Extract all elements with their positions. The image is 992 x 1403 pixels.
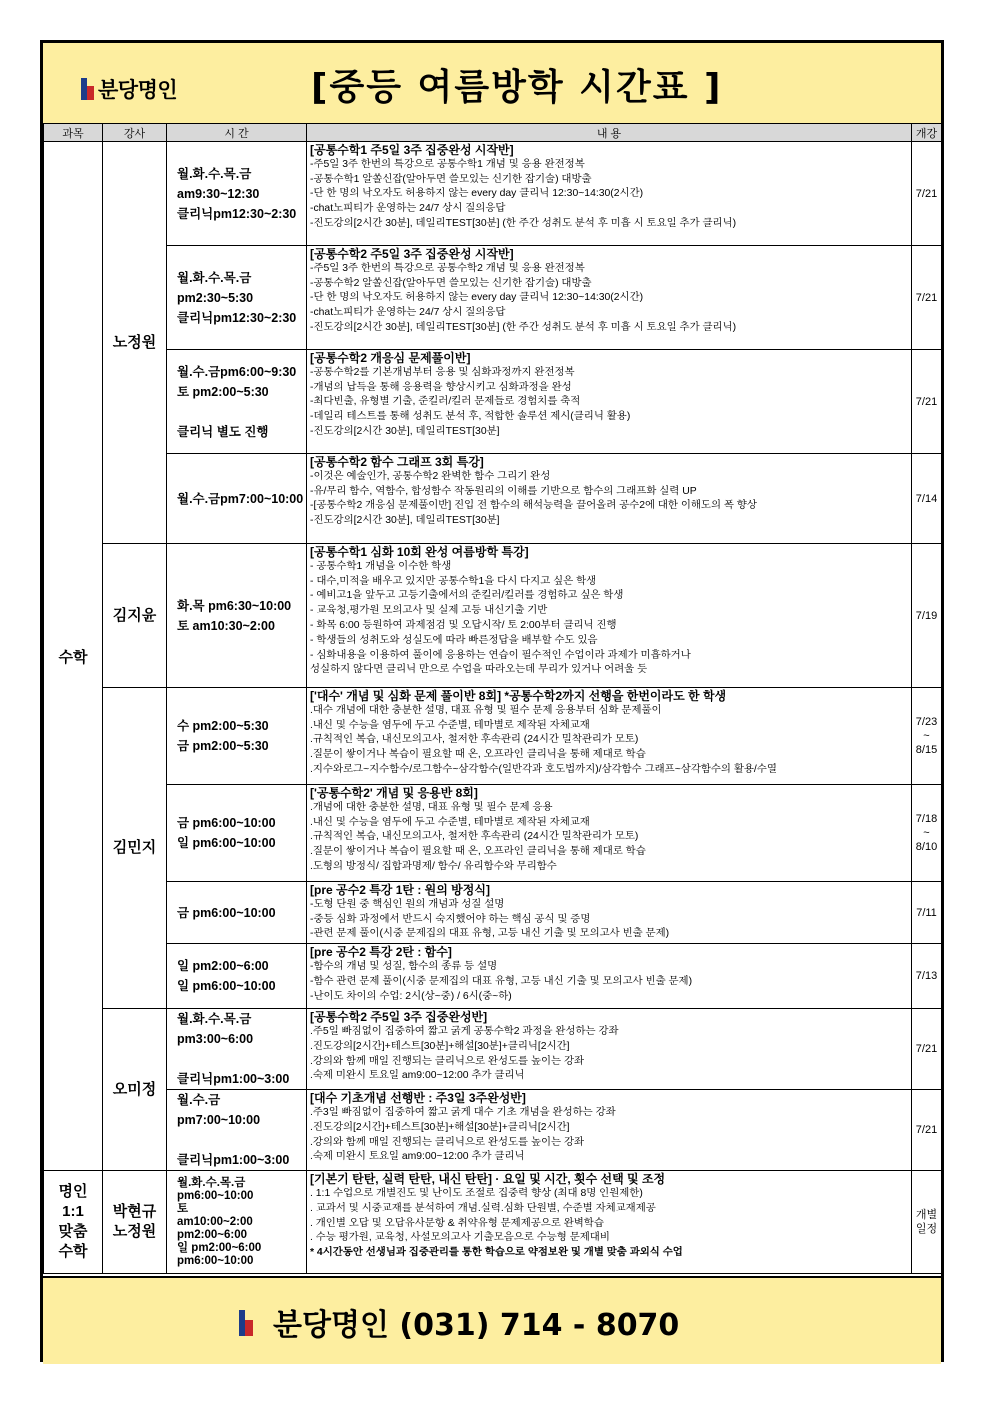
table-row — [44, 882, 942, 944]
footer-logo-icon — [239, 1310, 253, 1336]
subject-line: 1:1 — [62, 1203, 84, 1221]
course-detail-line: -공통수학2 알쏠신잡(알아두면 쓸모있는 신기한 잡기술) 대방출 — [310, 277, 592, 289]
content-cell — [307, 142, 912, 246]
time-line: 일 pm6:00~10:00 — [177, 979, 276, 994]
time-line — [177, 1049, 306, 1069]
time-cell — [167, 688, 307, 785]
course-detail-line: . 1:1 수업으로 개별진도 및 난이도 조절로 집중력 향상 (최대 8명 인원제한) — [310, 1187, 643, 1199]
course-title: [공통수학1 심화 10회 완성 여름방학 특강] — [310, 545, 529, 559]
course-detail-line: -이것은 예술인가, 공통수학2 완벽한 함수 그리기 완성 — [310, 470, 551, 482]
time-line: 월.화.수.목.금 — [177, 166, 252, 181]
course-detail-line: -단 한 명의 낙오자도 허용하지 않는 every day 클리닉 12:30~14:30(2시간) — [310, 292, 644, 304]
open-date: 개별 — [915, 1209, 938, 1222]
time-line: 화.목 pm6:30~10:00 — [177, 598, 292, 613]
course-detail-line: -유/무리 함수, 역함수, 합성함수 작동원리의 이해를 기반으로 함수의 그래프화 실력 UP — [310, 485, 697, 497]
course-detail-line: .규칙적인 복습, 내신모의고사, 철저한 후속관리 (24시간 밀착관리가 모토) — [310, 831, 639, 843]
course-detail-line: .강의와 함께 매일 진행되는 클리닉으로 완성도를 높이는 강좌 — [310, 1136, 585, 1148]
course-detail-line: -[공통수학2 개응심 문제풀이반] 진입 전 함수의 해석능력을 끌어올려 공수2에 대한 이해도의 폭 향상 — [310, 500, 757, 512]
course-detail-line: -진도강의[2시간 30분], 데일리TEST[30분] — [310, 515, 500, 527]
course-title: [공통수학2 개응심 문제풀이반] — [310, 351, 471, 365]
open-date: 7/21 — [915, 1124, 938, 1137]
open-date: 일정 — [915, 1223, 938, 1236]
time-line: 금 pm6:00~10:00 — [177, 816, 276, 830]
time-cell — [167, 1009, 307, 1090]
content-cell — [307, 246, 912, 350]
time-line: 클리닉pm12:30~2:30 — [177, 310, 297, 325]
time-line: am10:00~2:00 — [177, 1215, 253, 1228]
course-detail-line: .내신 및 수능을 염두에 두고 수준별, 테마별로 제작된 자체교재 — [310, 816, 590, 828]
teacher-cell: 오미정 — [103, 1009, 167, 1171]
logo-text: 분당명인 — [98, 78, 178, 102]
time-line: 클리닉pm1:00~3:00 — [177, 1072, 290, 1087]
time-line: 일 pm2:00~6:00 — [177, 1241, 262, 1254]
time-cell — [167, 785, 307, 882]
time-line: 월.수.금pm7:00~10:00 — [177, 491, 304, 506]
course-detail-line: .지수와로그~지수함수/로그함수~삼각함수(일반각과 호도법까지)/삼각함수 그래프~삼각함수의 활용/수열 — [310, 763, 777, 775]
course-detail-line: .도형의 방정식/ 집합과명제/ 함수/ 유리함수와 무리함수 — [310, 860, 557, 872]
timetable-frame — [40, 40, 944, 1362]
table-row — [44, 1009, 942, 1090]
teacher-cell: 김민지 — [103, 688, 167, 1009]
table-row — [44, 688, 942, 785]
course-detail-line: - 대수,미적을 배우고 있지만 공통수학1을 다시 다지고 싶은 학생 — [310, 575, 597, 587]
subject-cell-math: 수학 — [44, 142, 103, 1171]
course-detail-line: .진도강의[2시간]+테스트[30분]+해설[30분]+클리닉[2시간] — [310, 1040, 570, 1052]
time-line: 클리닉pm12:30~2:30 — [177, 206, 297, 221]
teacher-name: 노정원 — [112, 1223, 157, 1241]
open-date: 7/11 — [916, 906, 937, 919]
open-date-cell — [912, 944, 942, 1009]
col-teacher: 강사 — [103, 124, 167, 142]
course-detail-line: -데일리 테스트를 통해 성취도 분석 후, 적합한 솔루션 제시(클리닉 활용) — [310, 411, 631, 423]
course-detail-line: .주3일 빠짐없이 집중하여 짧고 굵게 대수 기초 개념을 완성하는 강좌 — [310, 1106, 616, 1118]
content-cell — [307, 1009, 912, 1090]
open-date-cell — [912, 454, 942, 544]
time-cell — [167, 944, 307, 1009]
subject-line: 맞춤 — [58, 1223, 88, 1241]
open-date-cell — [912, 142, 942, 246]
content-cell — [307, 454, 912, 544]
course-detail-line: - 공통수학1 개념을 이수한 학생 — [310, 560, 452, 572]
course-title: [pre 공수2 특강 2탄 : 함수] — [310, 945, 452, 960]
teacher-cell: 노정원 — [103, 142, 167, 544]
table-row — [44, 246, 942, 350]
open-date-cell — [912, 1090, 942, 1171]
course-detail-line: .질문이 쌓이거나 복습이 필요할 때 온, 오프라인 클리닉을 통해 제대로 학습 — [310, 846, 646, 858]
time-line: 토 pm2:00~5:30 — [177, 384, 269, 399]
subject-line: 명인 — [58, 1183, 88, 1201]
course-detail-line: . 교과서 및 시중교재를 분석하여 개념.실력.심화 단원별, 수준별 자체교재제공 — [310, 1202, 656, 1214]
course-detail-line: - 예비고1을 앞두고 고등기출에서의 준킬러/킬러를 경험하고 싶은 학생 — [310, 590, 624, 602]
time-line: am9:30~12:30 — [177, 186, 260, 201]
course-detail-line: .주5일 빠짐없이 집중하여 짧고 굵게 공통수학2 과정을 완성하는 강좌 — [310, 1025, 619, 1037]
time-line: 클리닉 별도 진행 — [177, 424, 269, 439]
col-content: 내 용 — [307, 124, 912, 142]
subject-cell-private — [44, 1171, 103, 1274]
course-detail-line: .대수 개념에 대한 충분한 설명, 대표 유형 및 필수 문제 응용부터 심화 문제풀이 — [310, 704, 662, 716]
course-detail-line: -진도강의[2시간 30분], 데일리TEST[30분] (한 주간 성취도 분석 후 미흡 시 토요일 추가 클리닉) — [310, 217, 737, 229]
open-date-cell — [912, 350, 942, 454]
open-date-cell — [912, 246, 942, 350]
time-line: 일 pm2:00~6:00 — [177, 959, 269, 974]
teacher-cell — [103, 1171, 167, 1274]
course-title: ['대수' 개념 및 심화 문제 풀이반 8회] *공통수학2까지 선행을 한번이라도 한 학생 — [310, 689, 727, 703]
open-date: 7/19 — [915, 609, 938, 622]
course-detail-line: .강의와 함께 매일 진행되는 클리닉으로 완성도를 높이는 강좌 — [310, 1055, 585, 1067]
course-title: [기본기 탄탄, 실력 탄탄, 내신 탄탄] · 요일 및 시간, 횟수 선택 및 조정 — [310, 1172, 666, 1187]
course-detail-line: .규칙적인 복습, 내신모의고사, 철저한 후속관리 (24시간 밀착관리가 모토) — [310, 734, 639, 746]
time-cell — [167, 544, 307, 688]
course-detail-line: -중등 심화 과정에서 반드시 숙지했어야 하는 핵심 공식 및 증명 — [310, 913, 591, 925]
open-date: 7/18 — [915, 813, 938, 825]
course-detail-line: -난이도 차이의 수업: 2시(상~중) / 6시(중~하) — [310, 990, 512, 1002]
time-line: 월.화.수.목.금 — [177, 1012, 252, 1027]
course-title: [공통수학2 주5일 3주 집중완성반] — [310, 1010, 488, 1025]
open-date-cell — [912, 1171, 942, 1274]
course-title: [공통수학2 주5일 3주 집중완성 시작반] — [310, 247, 514, 261]
table-row — [44, 785, 942, 882]
time-cell — [167, 142, 307, 246]
header-band — [43, 43, 941, 125]
course-title: ['공통수학2' 개념 및 응용반 8회] — [310, 786, 478, 800]
course-title: [공통수학1 주5일 3주 집중완성 시작반] — [310, 143, 514, 157]
open-date: ~ — [923, 730, 930, 742]
table-row — [44, 944, 942, 1009]
open-date: 7/21 — [915, 1043, 938, 1056]
course-detail-line: -개념의 납득을 통해 응용력을 향상시키고 심화과정을 완성 — [310, 381, 572, 393]
time-line: 토 am10:30~2:00 — [177, 618, 275, 633]
content-cell — [307, 785, 912, 882]
course-detail-line: - 화목 6:00 등원하여 과제점검 및 오답시작/ 토 2:00부터 클리닉 진행 — [310, 619, 617, 631]
course-detail-line: -진도강의[2시간 30분], 데일리TEST[30분] (한 주간 성취도 분석 후 미흡 시 토요일 추가 클리닉) — [310, 321, 737, 333]
course-detail-line: -함수 관련 문제 풀이(시중 문제집의 대표 유형, 고등 내신 기출 및 모의고사 빈출 문제) — [310, 975, 693, 987]
open-date-cell — [912, 688, 942, 785]
table-row — [44, 454, 942, 544]
course-detail-line: - 교육청,평가원 모의고사 및 실제 고등 내신기출 기반 — [310, 605, 548, 617]
open-date: 7/21 — [915, 291, 938, 304]
course-detail-line: -공통수학2를 기본개념부터 응용 및 심화과정까지 완전정복 — [310, 366, 575, 378]
time-line: pm3:00~6:00 — [177, 1032, 254, 1047]
open-date: ~ — [923, 827, 930, 839]
course-detail-line: -함수의 개념 및 성질, 함수의 종류 등 설명 — [310, 960, 498, 972]
open-date-cell — [912, 785, 942, 882]
open-date: 7/23 — [915, 716, 938, 728]
content-cell — [307, 544, 912, 688]
course-detail-line: .숙제 미완시 토요일 am9:00~12:00 추가 클리닉 — [310, 1151, 525, 1163]
open-date-cell — [912, 544, 942, 688]
time-line: 월.화.수.목.금 — [177, 1176, 246, 1189]
subject-line: 수학 — [58, 1243, 88, 1261]
course-detail-line: .진도강의[2시간]+테스트[30분]+해설[30분]+클리닉[2시간] — [310, 1121, 570, 1133]
teacher-cell: 김지윤 — [103, 544, 167, 688]
time-line: pm7:00~10:00 — [177, 1113, 261, 1128]
course-detail-line: .개념에 대한 충분한 설명, 대표 유형 및 필수 문제 응용 — [310, 801, 553, 813]
open-date-cell — [912, 1009, 942, 1090]
course-detail-line: -공통수학1 알쏠신잡(알아두면 쓸모있는 신기한 잡기술) 대방출 — [310, 173, 592, 185]
table-row — [44, 1171, 942, 1274]
open-date: 8/10 — [915, 841, 938, 853]
time-cell — [167, 882, 307, 944]
time-line: pm6:00~10:00 — [177, 1254, 254, 1267]
course-detail-line: -최다빈출, 유형별 기출, 준킬러/킬러 문제들로 경험치를 축적 — [310, 396, 581, 408]
col-time: 시 간 — [167, 124, 307, 142]
course-detail-line: -주5일 3주 한번의 특강으로 공통수학1 개념 및 응용 완전정복 — [310, 158, 585, 170]
course-detail-line: -도형 단원 중 핵심인 원의 개념과 성질 설명 — [310, 898, 505, 910]
course-detail-line: * 4시간동안 선생님과 집중관리를 통한 학습으로 약점보완 및 개별 맞춤 과외식 수업 — [310, 1247, 683, 1259]
time-cell — [167, 454, 307, 544]
time-line: 월.화.수.목.금 — [177, 270, 252, 285]
open-date: 7/14 — [915, 492, 938, 505]
course-detail-line: -chat노피티가 운영하는 24/7 상시 질의응답 — [310, 307, 506, 319]
open-date: 7/21 — [915, 395, 938, 408]
table-row — [44, 544, 942, 688]
open-date-cell — [912, 882, 942, 944]
course-detail-line: . 개인별 오답 및 오답유사문항 & 취약유형 문제제공으로 완벽학습 — [310, 1217, 604, 1229]
time-line: 수 pm2:00~5:30 — [177, 719, 269, 733]
course-detail-line: 성실하지 않다면 클리닉 만으로 수업을 따라오는데 무리가 있거나 어려울 듯 — [310, 664, 648, 676]
time-cell — [167, 350, 307, 454]
content-cell — [307, 882, 912, 944]
course-detail-line: -관련 문제 풀이(시중 문제집의 대표 유형, 고등 내신 기출 및 모의고사 빈출 문제) — [310, 928, 670, 940]
table-row — [44, 1090, 942, 1171]
teacher-name: 박현규 — [112, 1203, 157, 1221]
course-detail-line: .내신 및 수능을 염두에 두고 수준별, 테마별로 제작된 자체교재 — [310, 719, 590, 731]
time-cell — [167, 246, 307, 350]
time-line: 클리닉pm1:00~3:00 — [177, 1153, 290, 1168]
footer-contact: 분당명인 (031) 714 - 8070 — [273, 1308, 680, 1343]
brand-logo — [81, 74, 177, 104]
course-detail-line: - 학생들의 성취도와 성실도에 따라 빠른정답을 배부할 수도 있음 — [310, 634, 598, 646]
col-open: 개강 — [912, 124, 942, 142]
time-line: pm6:00~10:00 — [177, 1189, 254, 1202]
course-detail-line: -주5일 3주 한번의 특강으로 공통수학2 개념 및 응용 완전정복 — [310, 262, 585, 274]
course-title: [pre 공수2 특강 1탄 : 원의 방정식] — [310, 883, 490, 897]
time-line: 금 pm2:00~5:30 — [177, 739, 269, 753]
course-detail-line: -chat노피티가 운영하는 24/7 상시 질의응답 — [310, 203, 506, 215]
time-line — [177, 1130, 306, 1150]
time-cell — [167, 1171, 307, 1274]
time-line — [177, 402, 306, 422]
col-subject: 과목 — [44, 124, 103, 142]
footer-band — [43, 1276, 941, 1364]
schedule-table — [43, 123, 942, 1274]
course-detail-line: -진도강의[2시간 30분], 데일리TEST[30분] — [310, 425, 500, 437]
course-detail-line: .숙제 미완시 토요일 am9:00~12:00 추가 클리닉 — [310, 1070, 525, 1082]
content-cell — [307, 1171, 912, 1274]
course-title: [공통수학2 함수 그래프 3회 특강] — [310, 455, 484, 469]
table-row — [44, 142, 942, 246]
content-cell — [307, 1090, 912, 1171]
content-cell — [307, 350, 912, 454]
time-cell — [167, 1090, 307, 1171]
open-date: 8/15 — [915, 744, 938, 756]
course-detail-line: - 심화내용을 이용하여 풀이에 응용하는 연습이 필수적인 수업이라 과제가 미흡하거나 — [310, 649, 691, 661]
course-detail-line: . 수능 평가원, 교육청, 사설모의고사 기출모음으로 수능형 문제대비 — [310, 1232, 610, 1244]
time-line: 월.수.금 — [177, 1093, 221, 1108]
logo-mark-icon — [81, 78, 94, 100]
time-line: 토 — [177, 1202, 189, 1215]
time-line: pm2:00~6:00 — [177, 1228, 247, 1241]
content-cell — [307, 688, 912, 785]
time-line: 일 pm6:00~10:00 — [177, 836, 276, 850]
table-header-row — [44, 124, 942, 142]
course-title: [대수 기초개념 선행반 : 주3일 3주완성반] — [310, 1091, 526, 1106]
course-detail-line: .질문이 쌓이거나 복습이 필요할 때 온, 오프라인 클리닉을 통해 제대로 학습 — [310, 749, 646, 761]
page-title: [중등 여름방학 시간표 ] — [311, 67, 723, 108]
time-line: pm2:30~5:30 — [177, 290, 254, 305]
content-cell — [307, 944, 912, 1009]
table-row — [44, 350, 942, 454]
time-line: 금 pm6:00~10:00 — [177, 905, 276, 920]
time-line: 월.수.금pm6:00~9:30 — [177, 364, 297, 379]
course-detail-line: -단 한 명의 낙오자도 허용하지 않는 every day 클리닉 12:30~14:30(2시간) — [310, 188, 644, 200]
open-date: 7/13 — [915, 970, 938, 983]
open-date: 7/21 — [915, 187, 938, 200]
